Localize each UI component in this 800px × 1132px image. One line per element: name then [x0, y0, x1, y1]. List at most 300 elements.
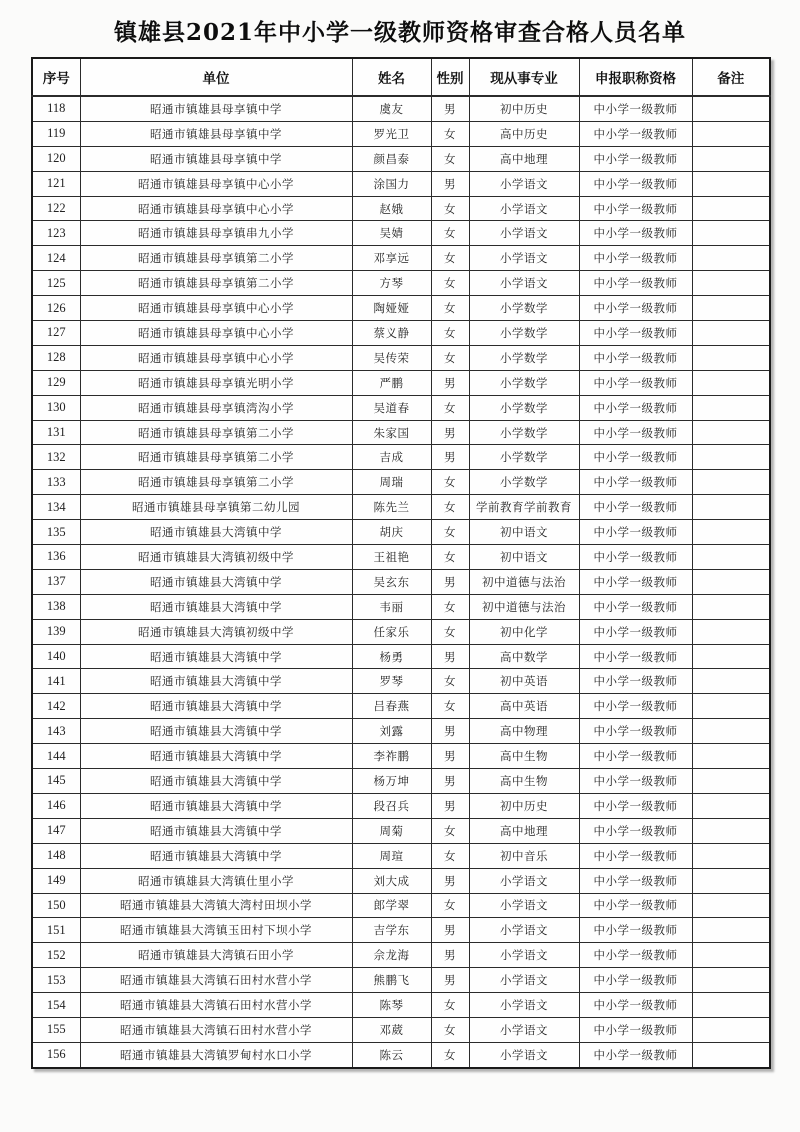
cell-subject: 初中音乐: [469, 843, 579, 868]
cell-gender: 男: [431, 918, 469, 943]
cell-no: 127: [32, 321, 80, 346]
cell-note: [692, 246, 770, 271]
cell-note: [692, 470, 770, 495]
cell-no: 143: [32, 719, 80, 744]
cell-note: [692, 744, 770, 769]
table-row: [32, 968, 770, 993]
cell-gender: 女: [431, 296, 469, 321]
table-row: [32, 793, 770, 818]
cell-no: 151: [32, 918, 80, 943]
cell-rank: 中小学一级教师: [579, 246, 692, 271]
cell-no: 135: [32, 520, 80, 545]
cell-rank: 中小学一级教师: [579, 1017, 692, 1042]
cell-gender: 男: [431, 968, 469, 993]
cell-name: 虞友: [352, 96, 431, 121]
table-row: [32, 545, 770, 570]
table-row: [32, 395, 770, 420]
cell-unit: 昭通市镇雄县母享镇中心小学: [80, 296, 352, 321]
cell-no: 155: [32, 1017, 80, 1042]
cell-rank: 中小学一级教师: [579, 520, 692, 545]
cell-unit: 昭通市镇雄县大湾镇大湾村田坝小学: [80, 893, 352, 918]
cell-gender: 女: [431, 495, 469, 520]
cell-unit: 昭通市镇雄县母享镇中心小学: [80, 321, 352, 346]
cell-name: 罗光卫: [352, 121, 431, 146]
cell-note: [692, 345, 770, 370]
cell-rank: 中小学一级教师: [579, 271, 692, 296]
cell-name: 涂国力: [352, 171, 431, 196]
cell-gender: 女: [431, 321, 469, 346]
cell-note: [692, 171, 770, 196]
cell-unit: 昭通市镇雄县大湾镇中学: [80, 569, 352, 594]
cell-no: 152: [32, 943, 80, 968]
cell-unit: 昭通市镇雄县母享镇串九小学: [80, 221, 352, 246]
cell-subject: 初中化学: [469, 619, 579, 644]
cell-gender: 女: [431, 196, 469, 221]
cell-gender: 女: [431, 121, 469, 146]
cell-note: [692, 520, 770, 545]
column-header: 现从事专业: [469, 58, 579, 96]
cell-name: 吴道春: [352, 395, 431, 420]
cell-note: [692, 769, 770, 794]
cell-subject: 高中地理: [469, 818, 579, 843]
cell-note: [692, 893, 770, 918]
cell-name: 佘龙海: [352, 943, 431, 968]
cell-no: 132: [32, 445, 80, 470]
table-row: [32, 1042, 770, 1067]
cell-subject: 高中英语: [469, 694, 579, 719]
table-row: [32, 569, 770, 594]
cell-gender: 男: [431, 569, 469, 594]
table-row: [32, 594, 770, 619]
cell-note: [692, 694, 770, 719]
cell-unit: 昭通市镇雄县母享镇中学: [80, 121, 352, 146]
cell-gender: 男: [431, 719, 469, 744]
cell-note: [692, 943, 770, 968]
cell-unit: 昭通市镇雄县大湾镇初级中学: [80, 619, 352, 644]
cell-rank: 中小学一级教师: [579, 395, 692, 420]
cell-name: 赵娥: [352, 196, 431, 221]
cell-note: [692, 719, 770, 744]
cell-name: 陈琴: [352, 993, 431, 1018]
cell-no: 148: [32, 843, 80, 868]
cell-subject: 小学语文: [469, 1017, 579, 1042]
cell-name: 方琴: [352, 271, 431, 296]
cell-note: [692, 644, 770, 669]
cell-name: 吴传荣: [352, 345, 431, 370]
cell-subject: 小学数学: [469, 321, 579, 346]
cell-rank: 中小学一级教师: [579, 993, 692, 1018]
cell-no: 153: [32, 968, 80, 993]
cell-gender: 女: [431, 246, 469, 271]
cell-rank: 中小学一级教师: [579, 345, 692, 370]
cell-subject: 小学语文: [469, 868, 579, 893]
cell-subject: 高中物理: [469, 719, 579, 744]
cell-note: [692, 1017, 770, 1042]
cell-subject: 小学语文: [469, 246, 579, 271]
header-row: [32, 58, 770, 96]
cell-no: 146: [32, 793, 80, 818]
cell-no: 144: [32, 744, 80, 769]
cell-note: [692, 146, 770, 171]
cell-no: 123: [32, 221, 80, 246]
cell-subject: 高中数学: [469, 644, 579, 669]
cell-unit: 昭通市镇雄县母享镇第二幼儿园: [80, 495, 352, 520]
cell-note: [692, 196, 770, 221]
cell-name: 邓享远: [352, 246, 431, 271]
table-row: [32, 719, 770, 744]
cell-unit: 昭通市镇雄县大湾镇中学: [80, 744, 352, 769]
cell-name: 周菊: [352, 818, 431, 843]
cell-unit: 昭通市镇雄县大湾镇中学: [80, 594, 352, 619]
cell-subject: 初中道德与法治: [469, 569, 579, 594]
cell-name: 任家乐: [352, 619, 431, 644]
cell-no: 141: [32, 669, 80, 694]
cell-name: 刘露: [352, 719, 431, 744]
table-row: [32, 146, 770, 171]
cell-unit: 昭通市镇雄县母享镇第二小学: [80, 470, 352, 495]
cell-gender: 女: [431, 1017, 469, 1042]
cell-unit: 昭通市镇雄县母享镇第二小学: [80, 445, 352, 470]
cell-gender: 女: [431, 470, 469, 495]
cell-note: [692, 545, 770, 570]
cell-gender: 男: [431, 445, 469, 470]
cell-subject: 初中道德与法治: [469, 594, 579, 619]
cell-subject: 小学语文: [469, 221, 579, 246]
cell-gender: 女: [431, 843, 469, 868]
table-row: [32, 121, 770, 146]
cell-unit: 昭通市镇雄县大湾镇中学: [80, 719, 352, 744]
cell-no: 156: [32, 1042, 80, 1067]
table-row: [32, 345, 770, 370]
table-row: [32, 843, 770, 868]
table-row: [32, 619, 770, 644]
table-row: [32, 171, 770, 196]
cell-gender: 男: [431, 943, 469, 968]
cell-note: [692, 619, 770, 644]
cell-rank: 中小学一级教师: [579, 868, 692, 893]
cell-gender: 女: [431, 619, 469, 644]
table-row: [32, 495, 770, 520]
cell-subject: 小学数学: [469, 445, 579, 470]
cell-note: [692, 793, 770, 818]
cell-no: 136: [32, 545, 80, 570]
cell-subject: 小学数学: [469, 470, 579, 495]
cell-no: 147: [32, 818, 80, 843]
cell-no: 150: [32, 893, 80, 918]
cell-no: 129: [32, 370, 80, 395]
cell-rank: 中小学一级教师: [579, 370, 692, 395]
cell-gender: 男: [431, 420, 469, 445]
cell-unit: 昭通市镇雄县大湾镇玉田村下坝小学: [80, 918, 352, 943]
cell-no: 120: [32, 146, 80, 171]
cell-note: [692, 321, 770, 346]
cell-unit: 昭通市镇雄县大湾镇石田村水营小学: [80, 968, 352, 993]
cell-unit: 昭通市镇雄县大湾镇初级中学: [80, 545, 352, 570]
cell-subject: 小学语文: [469, 893, 579, 918]
cell-rank: 中小学一级教师: [579, 968, 692, 993]
table-row: [32, 694, 770, 719]
cell-note: [692, 918, 770, 943]
cell-unit: 昭通市镇雄县大湾镇罗甸村水口小学: [80, 1042, 352, 1067]
table-body: [32, 96, 770, 1068]
cell-name: 刘大成: [352, 868, 431, 893]
cell-rank: 中小学一级教师: [579, 744, 692, 769]
cell-subject: 小学数学: [469, 370, 579, 395]
cell-subject: 高中生物: [469, 769, 579, 794]
cell-gender: 女: [431, 395, 469, 420]
table-row: [32, 893, 770, 918]
cell-gender: 男: [431, 171, 469, 196]
cell-subject: 小学语文: [469, 993, 579, 1018]
table-row: [32, 96, 770, 121]
cell-subject: 初中历史: [469, 793, 579, 818]
table-row: [32, 246, 770, 271]
cell-rank: 中小学一级教师: [579, 943, 692, 968]
cell-subject: 小学语文: [469, 271, 579, 296]
cell-name: 吉成: [352, 445, 431, 470]
cell-no: 122: [32, 196, 80, 221]
cell-rank: 中小学一级教师: [579, 146, 692, 171]
cell-note: [692, 121, 770, 146]
cell-rank: 中小学一级教师: [579, 694, 692, 719]
table-row: [32, 321, 770, 346]
cell-unit: 昭通市镇雄县母享镇第二小学: [80, 246, 352, 271]
cell-name: 李祚鹏: [352, 744, 431, 769]
cell-name: 罗琴: [352, 669, 431, 694]
cell-name: 颜昌泰: [352, 146, 431, 171]
cell-subject: 小学语文: [469, 196, 579, 221]
cell-gender: 女: [431, 221, 469, 246]
table-row: [32, 520, 770, 545]
cell-name: 周瑞: [352, 470, 431, 495]
cell-name: 熊鹏飞: [352, 968, 431, 993]
cell-gender: 女: [431, 694, 469, 719]
cell-gender: 女: [431, 993, 469, 1018]
cell-subject: 小学语文: [469, 943, 579, 968]
cell-note: [692, 96, 770, 121]
cell-name: 段召兵: [352, 793, 431, 818]
cell-name: 郎学翠: [352, 893, 431, 918]
cell-gender: 女: [431, 818, 469, 843]
cell-unit: 昭通市镇雄县母享镇中学: [80, 146, 352, 171]
cell-no: 128: [32, 345, 80, 370]
cell-name: 邓葳: [352, 1017, 431, 1042]
cell-note: [692, 221, 770, 246]
cell-no: 142: [32, 694, 80, 719]
cell-rank: 中小学一级教师: [579, 719, 692, 744]
cell-rank: 中小学一级教师: [579, 818, 692, 843]
cell-rank: 中小学一级教师: [579, 121, 692, 146]
cell-rank: 中小学一级教师: [579, 321, 692, 346]
roster-table: [31, 57, 771, 1069]
cell-subject: 小学语文: [469, 171, 579, 196]
cell-gender: 男: [431, 769, 469, 794]
cell-gender: 女: [431, 545, 469, 570]
cell-unit: 昭通市镇雄县大湾镇中学: [80, 769, 352, 794]
page-title: 镇雄县2021年中小学一级教师资格审查合格人员名单: [113, 19, 686, 46]
cell-rank: 中小学一级教师: [579, 843, 692, 868]
cell-unit: 昭通市镇雄县大湾镇仕里小学: [80, 868, 352, 893]
cell-no: 130: [32, 395, 80, 420]
cell-rank: 中小学一级教师: [579, 495, 692, 520]
table-row: [32, 644, 770, 669]
cell-note: [692, 370, 770, 395]
cell-no: 133: [32, 470, 80, 495]
cell-unit: 昭通市镇雄县大湾镇中学: [80, 818, 352, 843]
cell-gender: 男: [431, 793, 469, 818]
cell-rank: 中小学一级教师: [579, 470, 692, 495]
cell-name: 吴玄东: [352, 569, 431, 594]
cell-gender: 男: [431, 370, 469, 395]
column-header: 序号: [32, 58, 80, 96]
cell-unit: 昭通市镇雄县母享镇光明小学: [80, 370, 352, 395]
cell-gender: 女: [431, 271, 469, 296]
cell-rank: 中小学一级教师: [579, 644, 692, 669]
cell-unit: 昭通市镇雄县大湾镇中学: [80, 669, 352, 694]
table-row: [32, 420, 770, 445]
cell-gender: 女: [431, 893, 469, 918]
cell-gender: 男: [431, 868, 469, 893]
cell-no: 149: [32, 868, 80, 893]
column-header: 申报职称资格: [579, 58, 692, 96]
cell-gender: 男: [431, 644, 469, 669]
cell-subject: 学前教育学前教育: [469, 495, 579, 520]
table-row: [32, 993, 770, 1018]
cell-note: [692, 818, 770, 843]
cell-subject: 小学语文: [469, 968, 579, 993]
table-row: [32, 196, 770, 221]
cell-subject: 高中地理: [469, 146, 579, 171]
cell-name: 周瑄: [352, 843, 431, 868]
cell-gender: 女: [431, 345, 469, 370]
cell-name: 陈云: [352, 1042, 431, 1067]
cell-note: [692, 495, 770, 520]
cell-unit: 昭通市镇雄县母享镇中心小学: [80, 345, 352, 370]
cell-name: 严鹏: [352, 370, 431, 395]
cell-rank: 中小学一级教师: [579, 569, 692, 594]
cell-no: 145: [32, 769, 80, 794]
cell-subject: 小学数学: [469, 395, 579, 420]
cell-name: 韦丽: [352, 594, 431, 619]
cell-unit: 昭通市镇雄县母享镇第二小学: [80, 271, 352, 296]
cell-note: [692, 594, 770, 619]
cell-note: [692, 271, 770, 296]
table-row: [32, 1017, 770, 1042]
cell-subject: 小学数学: [469, 345, 579, 370]
cell-name: 朱家国: [352, 420, 431, 445]
cell-gender: 女: [431, 1042, 469, 1067]
table-row: [32, 918, 770, 943]
cell-gender: 男: [431, 96, 469, 121]
cell-rank: 中小学一级教师: [579, 769, 692, 794]
cell-note: [692, 669, 770, 694]
cell-rank: 中小学一级教师: [579, 171, 692, 196]
cell-no: 124: [32, 246, 80, 271]
cell-subject: 初中语文: [469, 545, 579, 570]
cell-subject: 小学数学: [469, 296, 579, 321]
cell-note: [692, 843, 770, 868]
cell-unit: 昭通市镇雄县大湾镇石田村水营小学: [80, 993, 352, 1018]
cell-no: 119: [32, 121, 80, 146]
cell-gender: 女: [431, 146, 469, 171]
cell-name: 陶娅娅: [352, 296, 431, 321]
cell-rank: 中小学一级教师: [579, 221, 692, 246]
cell-no: 131: [32, 420, 80, 445]
cell-note: [692, 420, 770, 445]
cell-rank: 中小学一级教师: [579, 96, 692, 121]
cell-no: 134: [32, 495, 80, 520]
cell-note: [692, 1042, 770, 1067]
table-row: [32, 769, 770, 794]
cell-unit: 昭通市镇雄县母享镇中心小学: [80, 171, 352, 196]
cell-name: 蔡义静: [352, 321, 431, 346]
cell-unit: 昭通市镇雄县大湾镇中学: [80, 644, 352, 669]
cell-name: 吕春燕: [352, 694, 431, 719]
cell-rank: 中小学一级教师: [579, 196, 692, 221]
cell-unit: 昭通市镇雄县母享镇中心小学: [80, 196, 352, 221]
cell-rank: 中小学一级教师: [579, 793, 692, 818]
cell-name: 王祖艳: [352, 545, 431, 570]
cell-name: 杨勇: [352, 644, 431, 669]
cell-unit: 昭通市镇雄县母享镇第二小学: [80, 420, 352, 445]
cell-note: [692, 868, 770, 893]
cell-unit: 昭通市镇雄县大湾镇石田村水营小学: [80, 1017, 352, 1042]
cell-rank: 中小学一级教师: [579, 1042, 692, 1067]
cell-unit: 昭通市镇雄县大湾镇中学: [80, 793, 352, 818]
cell-subject: 初中语文: [469, 520, 579, 545]
cell-rank: 中小学一级教师: [579, 594, 692, 619]
cell-no: 154: [32, 993, 80, 1018]
column-header: 单位: [80, 58, 352, 96]
table-row: [32, 943, 770, 968]
cell-rank: 中小学一级教师: [579, 445, 692, 470]
cell-unit: 昭通市镇雄县母享镇湾沟小学: [80, 395, 352, 420]
cell-subject: 小学数学: [469, 420, 579, 445]
table-row: [32, 470, 770, 495]
cell-rank: 中小学一级教师: [579, 296, 692, 321]
table-row: [32, 370, 770, 395]
cell-unit: 昭通市镇雄县大湾镇中学: [80, 520, 352, 545]
cell-subject: 小学语文: [469, 1042, 579, 1067]
table-row: [32, 744, 770, 769]
column-header: 姓名: [352, 58, 431, 96]
table-row: [32, 221, 770, 246]
cell-note: [692, 395, 770, 420]
cell-subject: 小学语文: [469, 918, 579, 943]
cell-rank: 中小学一级教师: [579, 420, 692, 445]
column-header: 性别: [431, 58, 469, 96]
cell-name: 吴婧: [352, 221, 431, 246]
cell-unit: 昭通市镇雄县母享镇中学: [80, 96, 352, 121]
cell-subject: 初中历史: [469, 96, 579, 121]
cell-no: 126: [32, 296, 80, 321]
cell-no: 139: [32, 619, 80, 644]
cell-name: 胡庆: [352, 520, 431, 545]
cell-name: 陈先兰: [352, 495, 431, 520]
cell-rank: 中小学一级教师: [579, 669, 692, 694]
cell-gender: 男: [431, 744, 469, 769]
cell-no: 140: [32, 644, 80, 669]
cell-rank: 中小学一级教师: [579, 619, 692, 644]
table-row: [32, 669, 770, 694]
table-header: [32, 58, 770, 96]
cell-name: 吉学东: [352, 918, 431, 943]
column-header: 备注: [692, 58, 770, 96]
table-row: [32, 868, 770, 893]
cell-subject: 高中生物: [469, 744, 579, 769]
cell-no: 121: [32, 171, 80, 196]
cell-subject: 初中英语: [469, 669, 579, 694]
